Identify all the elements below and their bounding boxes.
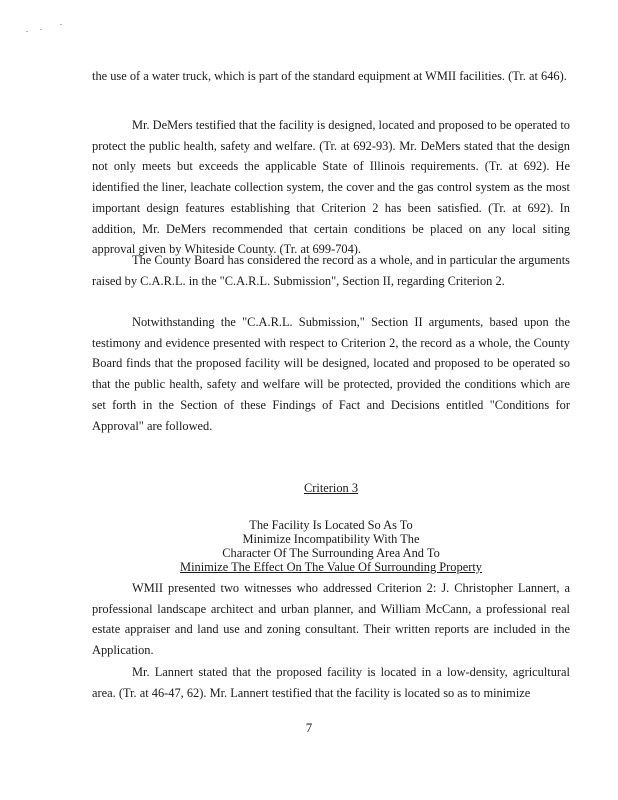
subheading-line: Character Of The Surrounding Area And To: [222, 546, 440, 560]
body-paragraph-witnesses: WMII presented two witnesses who addressed Criterion 2: J. Christopher Lannert, a professional landscape architect and urban planner, and William McCann, a professional real estate appraiser and land use and zoning consultant. Their written reports are included in the Application.: [92, 581, 570, 658]
section-heading: Criterion 3: [303, 481, 359, 495]
body-paragraph-lannert: Mr. Lannert stated that the proposed facility is located in a low-density, agricultural area. (Tr. at 46-47, 62). Mr. Lannert testified that the facility is located so as to minimize: [92, 665, 570, 700]
scan-speck: [40, 29, 42, 30]
subheading-line: Minimize The Effect On The Value Of Surrounding Property: [180, 560, 482, 574]
body-paragraph-county-board: The County Board has considered the record as a whole, and in particular the arguments raised by C.A.R.L. in the "C.A.R.L. Submission", Section II, regarding Criterion 2.: [92, 253, 570, 288]
body-paragraph-continued: the use of a water truck, which is part of the standard equipment at WMII facilities. (Tr. at 646).: [92, 69, 567, 83]
scan-speck: [60, 24, 62, 25]
scan-speck: [26, 31, 28, 32]
subheading-line: Minimize Incompatibility With The: [242, 532, 420, 546]
page-number: 7: [305, 720, 313, 735]
body-paragraph-notwithstanding: Notwithstanding the "C.A.R.L. Submission," Section II arguments, based upon the testimony and evidence presented with respect to Criterion 2, the record as a whole, the County Board finds that the proposed facility will be designed, located and proposed to be operated so that the public health, safety and welfare will be protected, provided the conditions which are set forth in the Section of these Findings of Fact and Decisions entitled "Conditions for Approval" are followed.: [92, 315, 570, 433]
subheading-line: The Facility Is Located So As To: [249, 518, 413, 532]
body-paragraph-demers: Mr. DeMers testified that the facility is designed, located and proposed to be operated to protect the public health, safety and welfare. (Tr. at 692-93). Mr. DeMers stated that the design not only meets but exceeds the applicable State of Illinois requirements. (Tr. at 692). He identified the liner, leachate collection system, the cover and the gas control system as the most important design features establishing that Criterion 2 has been satisfied. (Tr. at 692). In addition, Mr. DeMers recommended that certain conditions be placed on any local siting approval given by Whiteside County. (Tr. at 699-704).: [92, 118, 570, 257]
